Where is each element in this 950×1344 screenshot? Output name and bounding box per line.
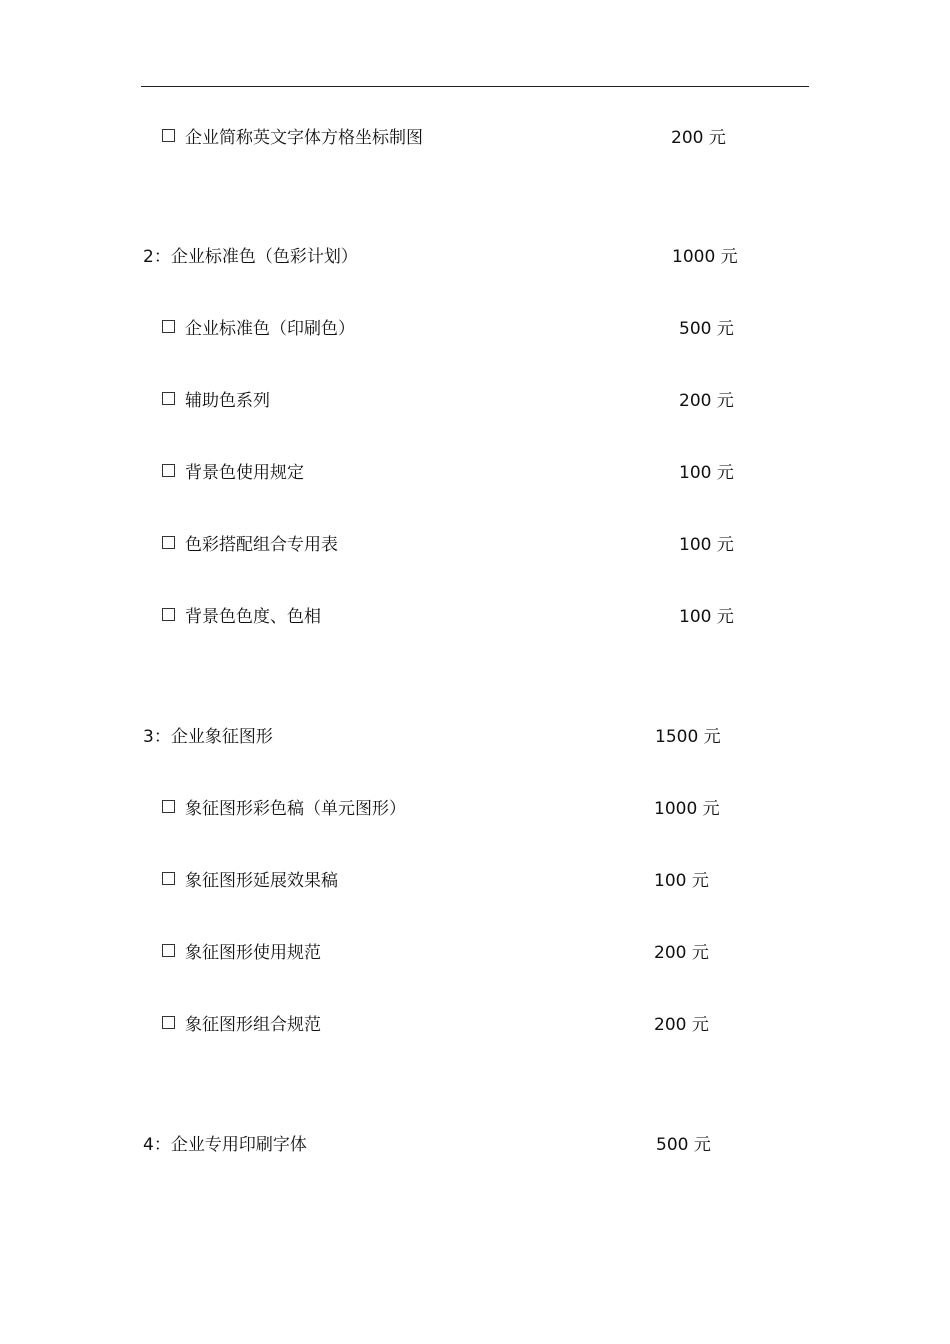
item-price: 200 元: [654, 1015, 709, 1035]
item-price: 100 元: [679, 607, 734, 627]
item-price: 200 元: [679, 391, 734, 411]
header-rule: [141, 86, 809, 87]
list-item: [162, 390, 270, 412]
item-price: 100 元: [679, 463, 734, 483]
checkbox-icon: [162, 392, 175, 405]
item-price: 200 元: [671, 128, 726, 148]
item-price: 500 元: [679, 319, 734, 339]
item-label: 背景色使用规定: [185, 463, 304, 483]
section-heading: 4：企业专用印刷字体: [143, 1135, 307, 1155]
item-label: 色彩搭配组合专用表: [185, 535, 338, 555]
list-item: [162, 942, 321, 964]
checkbox-icon: [162, 129, 175, 142]
list-item: [162, 1014, 321, 1036]
checkbox-icon: [162, 608, 175, 621]
list-item: [162, 318, 355, 340]
section-price: 1000 元: [672, 247, 738, 267]
checkbox-icon: [162, 800, 175, 813]
item-price: 100 元: [679, 535, 734, 555]
section-heading: 2：企业标准色（色彩计划）: [143, 247, 358, 267]
checkbox-icon: [162, 536, 175, 549]
list-item: [162, 798, 406, 820]
item-price: 1000 元: [654, 799, 720, 819]
section-heading: 3：企业象征图形: [143, 727, 273, 747]
item-price: 100 元: [654, 871, 709, 891]
item-label: 象征图形延展效果稿: [185, 871, 338, 891]
item-label: 象征图形组合规范: [185, 1015, 321, 1035]
item-price: 200 元: [654, 943, 709, 963]
section-price: 1500 元: [655, 727, 721, 747]
item-label: 辅助色系列: [185, 391, 270, 411]
list-item: [162, 462, 304, 484]
checkbox-icon: [162, 464, 175, 477]
item-label: 企业标准色（印刷色）: [185, 319, 355, 339]
section-price: 500 元: [656, 1135, 711, 1155]
checkbox-icon: [162, 320, 175, 333]
checkbox-icon: [162, 944, 175, 957]
checkbox-icon: [162, 1016, 175, 1029]
list-item: [162, 870, 338, 892]
item-label: 象征图形彩色稿（单元图形）: [185, 799, 406, 819]
item-label: 背景色色度、色相: [185, 607, 321, 627]
list-item: [162, 606, 321, 628]
item-label: 企业简称英文字体方格坐标制图: [185, 128, 423, 148]
list-item: [162, 534, 338, 556]
checkbox-icon: [162, 872, 175, 885]
list-item: [162, 127, 423, 149]
item-label: 象征图形使用规范: [185, 943, 321, 963]
